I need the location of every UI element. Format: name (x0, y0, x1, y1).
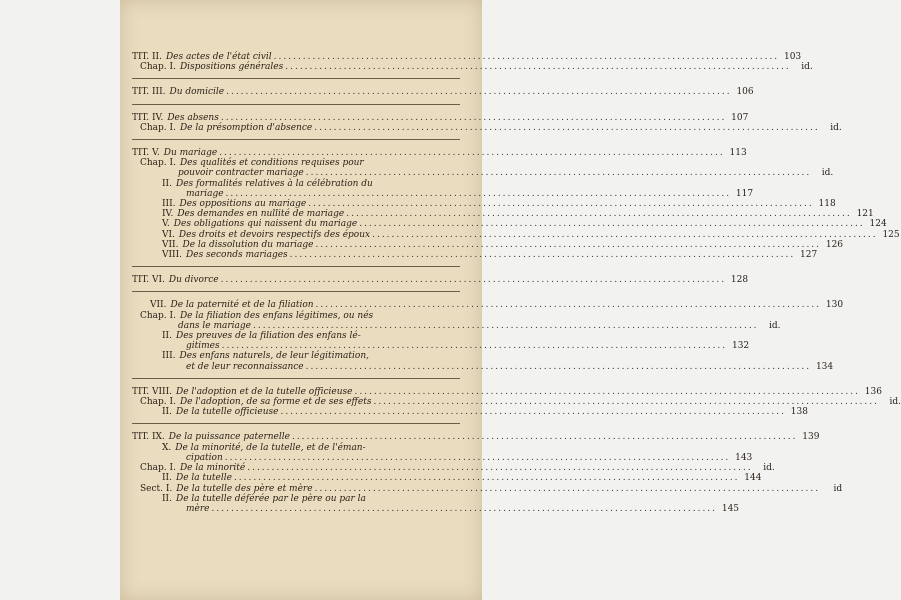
toc-entry (132, 179, 462, 189)
entry-page: id. (830, 122, 842, 133)
entry-label: VI. (162, 229, 175, 240)
entry-page: 107 (731, 112, 749, 123)
entry-page: 124 (869, 219, 887, 230)
entry-label: II. (162, 407, 172, 418)
toc-entry (132, 397, 901, 408)
toc-entry (132, 199, 836, 210)
leader-dots (352, 387, 862, 397)
entry-title-continued: et de leur reconnaissance (186, 361, 304, 372)
leader-dots (219, 113, 729, 123)
toc-entry (132, 494, 462, 504)
entry-page: 128 (730, 275, 749, 286)
leader-dots (283, 62, 793, 72)
toc-entry (132, 432, 820, 443)
leader-dots (306, 199, 816, 209)
toc-entry (132, 148, 747, 159)
entry-label: II. (162, 331, 172, 342)
entry-label: II. (162, 493, 172, 504)
entry-title: Des seconds mariages (186, 250, 288, 261)
entry-label: IV. (162, 209, 174, 220)
entry-title: De la minorité (179, 463, 246, 474)
toc-entry-continuation (132, 320, 781, 331)
entry-page: 136 (864, 386, 882, 397)
entry-title-continued: cipation (186, 452, 223, 463)
leader-dots (344, 209, 854, 219)
entry-label: Chap. I. (140, 397, 176, 408)
entry-label: TIT. VIII. (132, 386, 172, 397)
entry-title: De la minorité, de la tutelle, et de l'éman- (175, 442, 366, 453)
divider (132, 104, 460, 105)
toc-entry (132, 463, 775, 474)
entry-title: De la présomption d'absence (179, 122, 313, 133)
entry-title-continued: dans le mariage (178, 320, 252, 331)
entry-title: Des oppositions au mariage (179, 199, 307, 210)
divider (132, 139, 460, 140)
entry-label: II. (162, 178, 172, 189)
entry-label: III. (162, 351, 176, 362)
entry-page: id. (769, 320, 781, 331)
toc-entry (132, 52, 802, 62)
leader-dots (217, 148, 727, 158)
toc-entry (132, 229, 900, 240)
entry-title: De la tutelle (175, 473, 232, 484)
toc-entry (132, 483, 843, 494)
entry-label: Chap. I. (140, 62, 176, 73)
entry-page: 130 (825, 300, 844, 311)
table-of-contents (132, 52, 901, 514)
entry-page: 139 (802, 432, 820, 443)
entry-page: 132 (731, 341, 750, 352)
entry-page: 143 (735, 452, 753, 463)
entry-page: 125 (882, 229, 900, 240)
toc-entry (132, 112, 749, 123)
leader-dots (272, 52, 782, 62)
toc-entry (132, 209, 874, 220)
leader-dots (312, 123, 822, 133)
toc-entry (132, 239, 844, 250)
entry-page: 127 (800, 250, 818, 261)
toc-entry (132, 158, 462, 168)
leader-dots (313, 484, 823, 494)
leader-dots (288, 250, 798, 260)
leader-dots (224, 189, 734, 199)
entry-title: Des obligations qui naissent du mariage (173, 219, 358, 230)
leader-dots (314, 240, 824, 250)
entry-label: Chap. I. (140, 463, 176, 474)
toc-entry (132, 473, 762, 484)
leader-dots (371, 397, 881, 407)
entry-label: Chap. I. (140, 158, 176, 169)
entry-page: 118 (818, 199, 836, 210)
leader-dots (370, 230, 880, 240)
entry-label: VII. (162, 239, 179, 250)
leader-dots (314, 300, 824, 310)
toc-entry-continuation (132, 503, 740, 514)
entry-title: De la tutelle des père et mère (176, 483, 313, 494)
entry-title: Dispositions générales (179, 62, 284, 73)
leader-dots (278, 407, 788, 417)
entry-title: De l'adoption, de sa forme et de ses effets (179, 397, 372, 408)
entry-page: 106 (736, 87, 754, 98)
leader-dots (251, 321, 761, 331)
entry-page: 113 (729, 148, 747, 159)
entry-title: Des demandes en nullité de mariage (177, 209, 345, 220)
entry-label: X. (162, 442, 172, 453)
entry-title: Des enfans naturels, de leur légitimation, (179, 351, 369, 362)
leader-dots (210, 504, 720, 514)
toc-entry (132, 386, 882, 397)
entry-page: id. (763, 463, 775, 474)
entry-page: 103 (783, 52, 802, 62)
leader-dots (304, 168, 814, 178)
leader-dots (304, 362, 814, 372)
divider (132, 378, 460, 379)
entry-label: VIII. (162, 250, 183, 261)
toc-entry (132, 122, 842, 133)
toc-entry (132, 351, 462, 361)
entry-title: De la filiation des enfans légitimes, ou nés (179, 310, 374, 321)
entry-title: De l'adoption et de la tutelle officieuse (176, 386, 353, 397)
entry-page: 138 (790, 407, 808, 418)
leader-dots (290, 432, 800, 442)
leader-dots (245, 463, 755, 473)
toc-entry (132, 300, 844, 311)
entry-title: De la puissance paternelle (168, 432, 290, 443)
entry-title: Des actes de l'état civil (165, 52, 272, 62)
toc-entry (132, 443, 462, 453)
entry-title: Des formalités relatives à la célébration du (175, 178, 373, 189)
entry-label: TIT. V. (132, 148, 160, 159)
entry-title-continued: mère (186, 503, 210, 514)
leader-dots (223, 453, 733, 463)
toc-entry (132, 275, 749, 286)
entry-title: De la tutelle déférée par le père ou par la (175, 493, 366, 504)
leader-dots (224, 87, 734, 97)
leader-dots (232, 473, 742, 483)
entry-title: Des droits et devoirs respectifs des époux (178, 229, 371, 240)
entry-title: Du divorce (168, 275, 219, 286)
entry-title: Des preuves de la filiation des enfans lé- (175, 331, 361, 342)
entry-page: id. (889, 397, 901, 408)
entry-page: id (833, 483, 843, 494)
entry-page: id. (801, 62, 813, 73)
divider (132, 266, 460, 267)
entry-label: TIT. III. (132, 87, 166, 98)
toc-entry (132, 87, 754, 98)
entry-page: 144 (744, 473, 762, 484)
entry-label: V. (162, 219, 170, 230)
entry-label: Chap. I. (140, 122, 176, 133)
entry-label: Chap. I. (140, 310, 176, 321)
leader-dots (219, 275, 729, 285)
leader-dots (220, 341, 730, 351)
entry-title: Du domicile (169, 87, 225, 98)
entry-label: Sect. I. (140, 483, 173, 494)
divider (132, 78, 460, 79)
entry-label: VII. (150, 300, 167, 311)
entry-title: Des qualités et conditions requises pour (179, 158, 364, 169)
toc-entry (132, 219, 887, 230)
toc-entry-continuation (132, 168, 834, 179)
entry-title-continued: gitimes (186, 341, 220, 352)
entry-title-continued: mariage (186, 188, 224, 199)
toc-entry-continuation (132, 341, 750, 352)
toc-entry-continuation (132, 361, 834, 372)
entry-label: III. (162, 199, 176, 210)
entry-page: 121 (856, 209, 874, 220)
toc-entry-continuation (132, 452, 753, 463)
toc-entry (132, 250, 818, 261)
entry-page: 126 (825, 239, 844, 250)
entry-label: TIT. VI. (132, 275, 165, 286)
entry-label: TIT. IV. (132, 112, 164, 123)
toc-entry (132, 62, 813, 73)
entry-label: II. (162, 473, 172, 484)
entry-page: 117 (735, 188, 754, 199)
entry-title: Du mariage (163, 148, 218, 159)
entry-label: TIT. IX. (132, 432, 165, 443)
entry-title: De la dissolution du mariage (182, 239, 314, 250)
entry-title: Des absens (167, 112, 219, 123)
entry-page: 134 (815, 361, 834, 372)
leader-dots (357, 219, 867, 229)
entry-page: id. (821, 168, 834, 179)
entry-label: TIT. II. (132, 52, 162, 62)
divider (132, 291, 460, 292)
divider (132, 423, 460, 424)
toc-entry-continuation (132, 188, 754, 199)
toc-entry (132, 331, 462, 341)
entry-title: De la paternité et de la filiation (170, 300, 314, 311)
entry-page: 145 (721, 503, 740, 514)
entry-title: De la tutelle officieuse (175, 407, 279, 418)
entry-title-continued: pouvoir contracter mariage (178, 168, 304, 179)
toc-entry (132, 311, 462, 321)
toc-entry (132, 407, 808, 418)
